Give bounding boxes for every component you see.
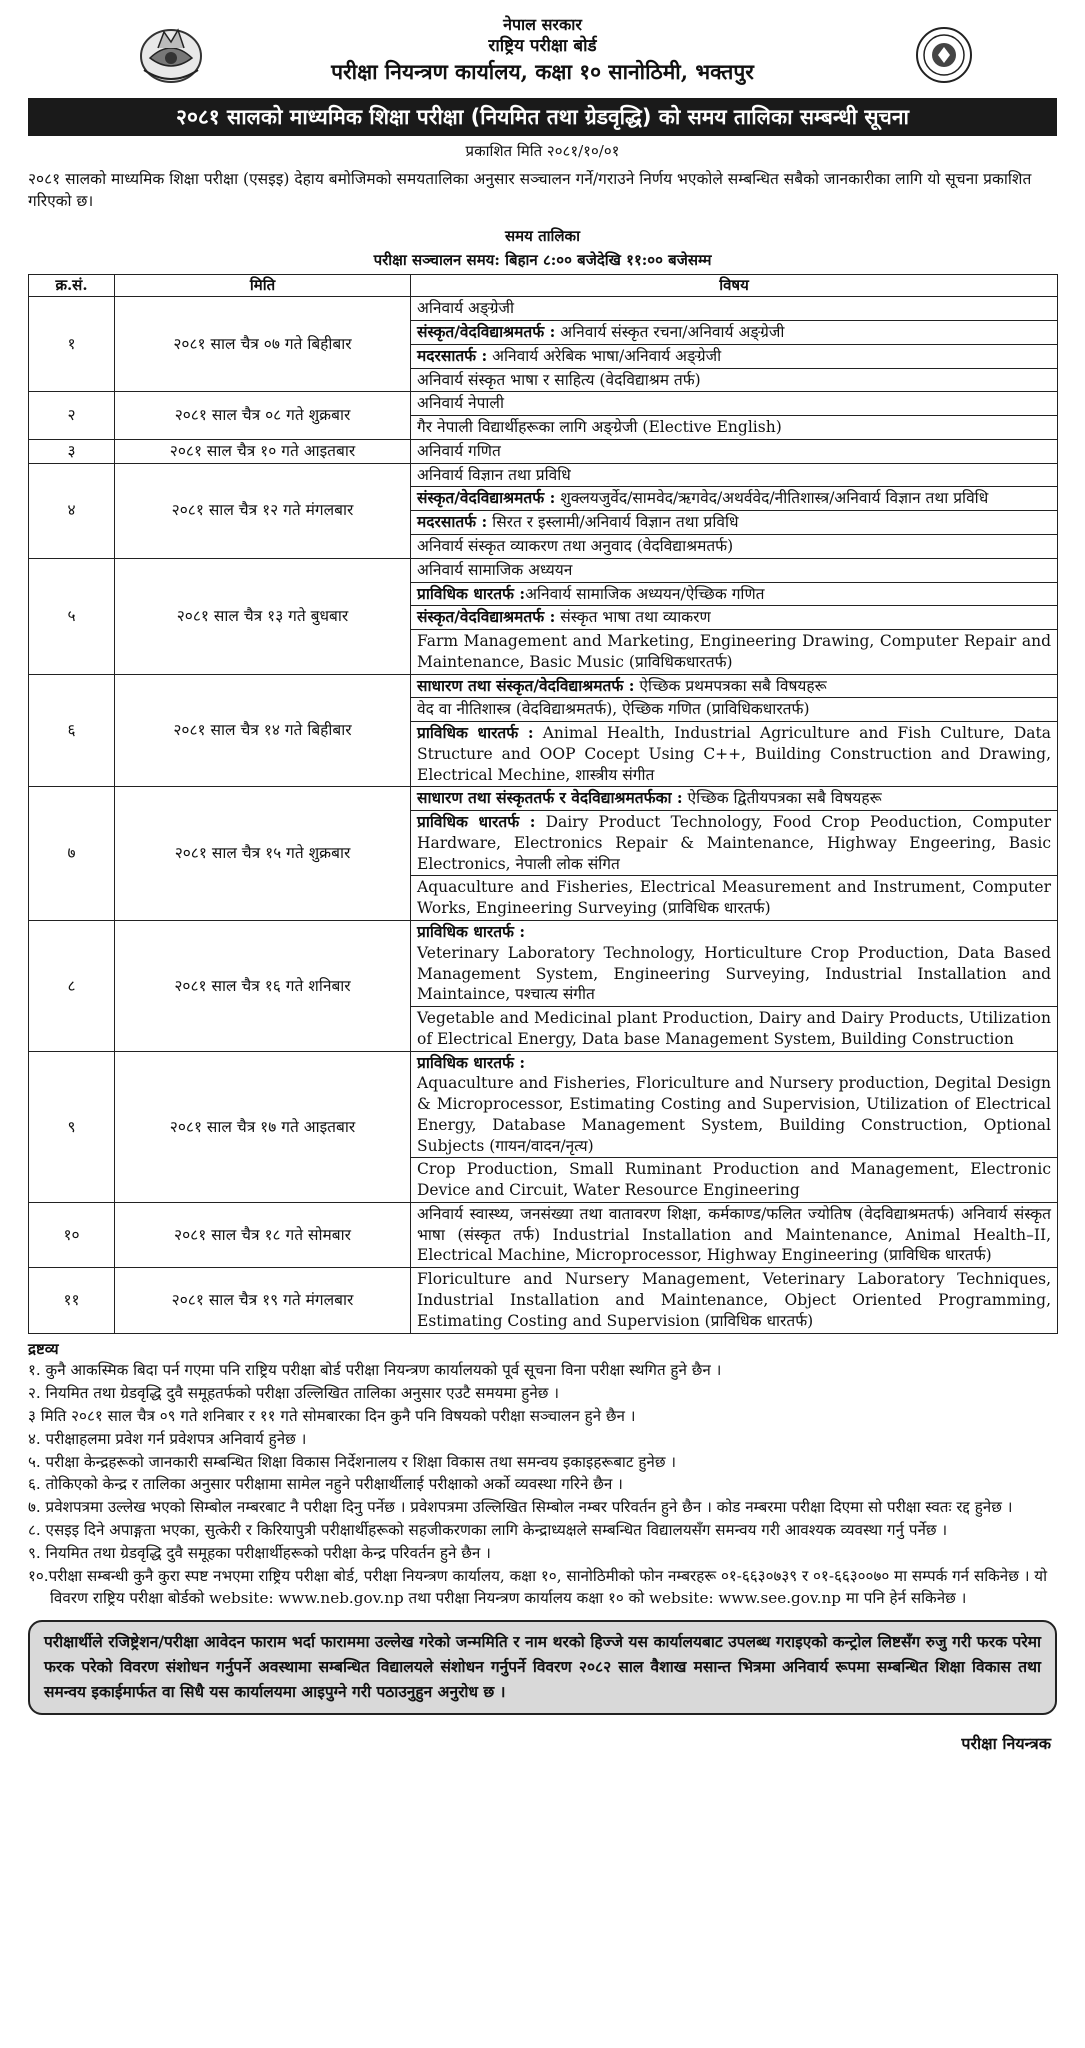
row-sn: १ <box>29 297 115 392</box>
subject-text: Veterinary Laboratory Technology, Horticulture Crop Production, Data Based Management System, Engineering Surveying, Industrial Installation and Maintaince, पश्चात्य संगीत <box>417 943 1051 1004</box>
table-row <box>29 392 1058 440</box>
subject-stream-label: संस्कृत/वेदविद्याश्रमतर्फ : <box>417 488 556 508</box>
subject-line <box>411 440 1057 463</box>
note-item: ४. परीक्षाहलमा प्रवेश गर्न प्रवेशपत्र अनिवार्य हुनेछ । <box>28 1429 307 1448</box>
office-name: परीक्षा नियन्त्रण कार्यालय, कक्षा १० सानोठिमी, भक्तपुर <box>331 58 754 84</box>
row-date: २०८१ साल चैत्र ०७ गते बिहीबार <box>115 297 411 392</box>
row-date: २०८१ साल चैत्र १० गते आइतबार <box>115 439 411 463</box>
note-item: ९. नियमित तथा ग्रेडवृद्धि दुवै समूहका परीक्षार्थीहरूको परीक्षा केन्द्र परिवर्तन हुने छैन । <box>28 1543 491 1562</box>
table-row <box>29 439 1058 463</box>
subject-text: Dairy Product Technology, Food Crop Peoduction, Computer Hardware, Electronics Repair & Maintenance, Highway Engeering, Basic Electronics, नेपाली लोक संगित <box>417 813 1051 873</box>
subject-line <box>411 464 1057 488</box>
subject-stream-label: संस्कृत/वेदविद्याश्रमतर्फ : <box>417 322 556 342</box>
subject-stream-label: साधारण तथा संस्कृततर्फ र वेदविद्याश्रमतर्फका : <box>417 788 683 808</box>
note-item: ३ मिति २०८१ साल चैत्र ०९ गते शनिबार र ११ गते सोमबारका दिन कुनै पनि विषयको परीक्षा सञ्चालन हुने छैन । <box>28 1406 636 1425</box>
important-notice-box: परीक्षार्थीले रजिष्ट्रेशन/परीक्षा आवेदन फाराम भर्दा फाराममा उल्लेख गरेको जन्ममिति र नाम थरको हिज्जे यस कार्यालयबाट उपलब्ध गराइएको कन्ट्रोल लिष्टसँग रुजु गरी फरक परेमा फरक परेको विवरण संशोधन गर्नुपर्ने अवस्थामा सम्बन्धित विद्यालयले संशोधन गर्नुपर्ने विवरण २०८२ साल वैशाख मसान्त भित्रमा अनिवार्य रूपमा सम्बन्धित शिक्षा विकास तथा समन्वय इकाईमार्फत वा सिधै यस कार्यालयमा आइपुग्ने गरी पठाउनुहुन अनुरोध छ । <box>28 1620 1057 1714</box>
subject-line <box>411 630 1057 674</box>
subject-text: शुक्लयजुर्वेद/सामवेद/ऋगवेद/अथर्ववेद/नीतिशास्त्र/अनिवार्य विज्ञान तथा प्रविधि <box>555 489 989 508</box>
table-row <box>29 558 1058 674</box>
row-sn: ८ <box>29 921 115 1052</box>
subject-stream-label: मदरसातर्फ : <box>417 512 488 532</box>
note-item: ७. प्रवेशपत्रमा उल्लेख भएको सिम्बोल नम्बरबाट नै परीक्षा दिनु पर्नेछ । प्रवेशपत्रमा उल्लिखित सिम्बोल नम्बर परिवर्तन हुने छैन । कोड नम्बरमा परीक्षा दिएमा सो परीक्षा स्वतः रद्द हुनेछ । <box>28 1498 1013 1517</box>
row-date: २०८१ साल चैत्र १४ गते बिहीबार <box>115 674 411 787</box>
timetable-title: समय तालिका <box>505 226 580 245</box>
notice-title: २०८१ सालको माध्यमिक शिक्षा परीक्षा (नियमित तथा ग्रेडवृद्धि) को समय तालिका सम्बन्धी सूचना <box>28 98 1057 136</box>
subject-line <box>411 811 1057 876</box>
nepal-emblem-icon <box>136 18 206 86</box>
subject-text: Crop Production, Small Ruminant Production and Management, Electronic Device and Circuit, Water Resource Engineering <box>417 1160 1051 1200</box>
header-sn: क्र.सं. <box>29 275 115 297</box>
subject-text: Animal Health, Industrial Agriculture and Fish Culture, Data Structure and OOP Cocept Using C++, Building Construction and Drawing, Electrical Mechine, शास्त्रीय संगीत <box>417 724 1051 784</box>
subject-text: अनिवार्य गणित <box>417 441 501 460</box>
subject-text: Vegetable and Medicinal plant Production, Dairy and Dairy Products, Utilization of Electrical Energy, Data base Management System, Building Construction <box>417 1009 1051 1048</box>
government-name: नेपाल सरकार <box>503 15 582 34</box>
row-subjects <box>411 1268 1058 1333</box>
subject-text: ऐच्छिक प्रथमपत्रका सबै विषयहरू <box>634 676 827 695</box>
notes-heading: द्रष्टव्य <box>28 1339 59 1358</box>
row-subjects <box>411 1051 1058 1202</box>
subject-text: अनिवार्य सामाजिक अध्ययन/ऐच्छिक गणित <box>525 584 765 603</box>
exam-time: परीक्षा सञ्चालन समय: बिहान ८:०० बजेदेखि ११:०० बजेसम्म <box>373 250 712 269</box>
subject-text: अनिवार्य अङ्ग्रेजी <box>417 299 514 318</box>
row-subjects <box>411 439 1058 463</box>
subject-line <box>411 583 1057 607</box>
published-date: प्रकाशित मिति २०८१/१०/०१ <box>465 142 620 160</box>
board-name: राष्ट्रिय परीक्षा बोर्ड <box>488 36 597 57</box>
row-date: २०८१ साल चैत्र ०८ गते शुक्रबार <box>115 392 411 440</box>
row-date: २०८१ साल चैत्र १९ गते मंगलबार <box>115 1268 411 1333</box>
subject-line <box>411 876 1057 920</box>
subject-line <box>411 1158 1057 1202</box>
subject-line <box>411 559 1057 583</box>
subject-text: अनिवार्य विज्ञान तथा प्रविधि <box>417 465 571 484</box>
subject-stream-label: प्राविधिक धारतर्फ : <box>417 1052 526 1072</box>
row-sn: ७ <box>29 787 115 921</box>
note-item: ८. एसइइ दिने अपाङ्गता भएका, सुत्केरी र किरियापुत्री परीक्षार्थीहरूको सहजीकरणका लागि केन्द्राध्यक्षले सम्बन्धित विद्यालयसँग समन्वय गरी आवश्यक व्यवस्था गर्नु पर्नेछ । <box>28 1520 948 1539</box>
table-row <box>29 674 1058 787</box>
table-row <box>29 787 1058 921</box>
note-item: ५. परीक्षा केन्द्रहरूको जानकारी सम्बन्धित शिक्षा विकास निर्देशनालय र शिक्षा विकास तथा समन्वय इकाइहरूबाट हुनेछ । <box>28 1452 677 1471</box>
neb-seal-icon <box>915 26 973 84</box>
intro-paragraph: २०८१ सालको माध्यमिक शिक्षा परीक्षा (एसइइ) देहाय बमोजिमको समयतालिका अनुसार सञ्चालन गर्ने/गराउने निर्णय भएकोले सम्बन्धित सबैको जानकारीका लागि यो सूचना प्रकाशित गरिएको छ। <box>28 169 1032 211</box>
subject-stream-label: साधारण तथा संस्कृत/वेदविद्याश्रमतर्फ : <box>417 675 635 695</box>
subject-line <box>411 675 1057 699</box>
subject-line <box>411 487 1057 511</box>
header-subject: विषय <box>411 275 1058 297</box>
row-sn: ९ <box>29 1051 115 1202</box>
subject-line <box>411 345 1057 369</box>
table-row <box>29 463 1058 558</box>
row-subjects <box>411 787 1058 921</box>
subject-text: अनिवार्य सामाजिक अध्ययन <box>417 560 573 579</box>
subject-line <box>411 535 1057 558</box>
header-date: मिति <box>115 275 411 297</box>
table-row <box>29 1202 1058 1267</box>
table-row <box>29 297 1058 392</box>
subject-stream-label: प्राविधिक धारतर्फ : <box>417 723 534 743</box>
subject-line <box>411 1268 1057 1332</box>
subject-line <box>411 1052 1057 1159</box>
row-date: २०८१ साल चैत्र १८ गते सोमबार <box>115 1202 411 1267</box>
row-subjects <box>411 558 1058 674</box>
row-subjects <box>411 392 1058 440</box>
subject-line <box>411 416 1057 439</box>
subject-text: Aquaculture and Fisheries, Floriculture and Nursery production, Degital Design & Microprocessor, Estimating Costing and Supervision, Utilization of Electrical Energy, Database Management System, Building Construction, Optional Subjects (गायन/वादन/नृत्य) <box>417 1074 1051 1155</box>
subject-stream-label: मदरसातर्फ : <box>417 345 488 365</box>
subject-stream-label: संस्कृत/वेदविद्याश्रमतर्फ : <box>417 607 556 627</box>
notes-list <box>28 1359 1057 1610</box>
row-subjects <box>411 463 1058 558</box>
row-sn: ४ <box>29 463 115 558</box>
subject-text: अनिवार्य अरेबिक भाषा/अनिवार्य अङ्ग्रेजी <box>487 346 722 365</box>
subject-line <box>411 787 1057 811</box>
subject-text: अनिवार्य नेपाली <box>417 394 504 413</box>
subject-line <box>411 698 1057 722</box>
subject-text: Aquaculture and Fisheries, Electrical Measurement and Instrument, Computer Works, Engineering Surveying (प्राविधिक धारतर्फ) <box>417 878 1051 918</box>
row-subjects <box>411 921 1058 1052</box>
schedule-table <box>28 274 1058 1333</box>
row-subjects <box>411 1202 1058 1267</box>
subject-text: अनिवार्य संस्कृत भाषा र साहित्य (वेदविद्याश्रम तर्फ) <box>417 370 701 389</box>
subject-text: वेद वा नीतिशास्त्र (वेदविद्याश्रमतर्फ), ऐच्छिक गणित (प्राविधिकधारतर्फ) <box>417 700 810 719</box>
row-sn: २ <box>29 392 115 440</box>
subject-text: गैर नेपाली विद्यार्थीहरूका लागि अङ्ग्रेजी (Elective English) <box>417 418 782 437</box>
note-item: १. कुनै आकस्मिक बिदा पर्न गएमा पनि राष्ट्रिय परीक्षा बोर्ड परीक्षा नियन्त्रण कार्यालयको पूर्व सूचना विना परीक्षा स्थगित हुने छैन । <box>28 1361 722 1380</box>
subject-text: Floriculture and Nursery Management, Veterinary Laboratory Techniques, Industrial Installation and Maintenance, Object Oriented Programming, Estimating Costing and Supervision (प्राविधिक धारतर्फ) <box>417 1270 1051 1330</box>
subject-stream-label: प्राविधिक धारतर्फ : <box>417 812 536 832</box>
signature: परीक्षा नियन्त्रक <box>961 1733 1051 1753</box>
row-date: २०८१ साल चैत्र १७ गते आइतबार <box>115 1051 411 1202</box>
subject-line <box>411 1203 1057 1267</box>
row-date: २०८१ साल चैत्र १२ गते मंगलबार <box>115 463 411 558</box>
table-row <box>29 1268 1058 1333</box>
subject-line <box>411 511 1057 535</box>
subject-text: Farm Management and Marketing, Engineering Drawing, Computer Repair and Maintenance, Basic Music (प्राविधिकधारतर्फ) <box>417 632 1051 671</box>
row-sn: ३ <box>29 439 115 463</box>
row-sn: ११ <box>29 1268 115 1333</box>
note-item: २. नियमित तथा ग्रेडवृद्धि दुवै समूहतर्फको परीक्षा उल्लिखित तालिका अनुसार एउटै समयमा हुनेछ । <box>28 1384 560 1403</box>
subject-line <box>411 921 1057 1007</box>
subject-line <box>411 1007 1057 1051</box>
header <box>28 0 1057 98</box>
row-sn: १० <box>29 1202 115 1267</box>
row-subjects <box>411 297 1058 392</box>
subject-text: अनिवार्य संस्कृत रचना/अनिवार्य अङ्ग्रेजी <box>555 323 785 342</box>
row-date: २०८१ साल चैत्र १५ गते शुक्रबार <box>115 787 411 921</box>
subject-line <box>411 722 1057 786</box>
row-sn: ६ <box>29 674 115 787</box>
subject-line <box>411 321 1057 345</box>
note-item: ६. तोकिएको केन्द्र र तालिका अनुसार परीक्षामा सामेल नहुने परीक्षार्थीलाई परीक्षाको अर्को व्यवस्था गरिने छैन । <box>28 1475 623 1494</box>
subject-text: सिरत र इस्लामी/अनिवार्य विज्ञान तथा प्रविधि <box>487 513 739 532</box>
subject-stream-label: प्राविधिक धारतर्फ : <box>417 583 526 603</box>
row-date: २०८१ साल चैत्र १६ गते शनिबार <box>115 921 411 1052</box>
row-date: २०८१ साल चैत्र १३ गते बुधबार <box>115 558 411 674</box>
table-row <box>29 921 1058 1052</box>
table-header-row <box>29 275 1058 297</box>
subject-line <box>411 369 1057 392</box>
subject-text: ऐच्छिक द्वितीयपत्रका सबै विषयहरू <box>682 789 882 808</box>
table-row <box>29 1051 1058 1202</box>
row-subjects <box>411 674 1058 787</box>
subject-stream-label: प्राविधिक धारतर्फ : <box>417 922 526 941</box>
subject-line <box>411 297 1057 321</box>
subject-text: अनिवार्य स्वास्थ्य, जनसंख्या तथा वातावरण शिक्षा, कर्मकाण्ड/फलित ज्योतिष (वेदविद्याश्रमतर्फ) अनिवार्य संस्कृत भाषा (संस्कृत तर्फ) Industrial Installation and Maintenance, Animal Health–II, Electrical Machine, Microprocessor, Highway Engineering (प्राविधिक धारतर्फ) <box>417 1204 1051 1265</box>
subject-line <box>411 392 1057 416</box>
row-sn: ५ <box>29 558 115 674</box>
subject-text: अनिवार्य संस्कृत व्याकरण तथा अनुवाद (वेदविद्याश्रमतर्फ) <box>417 536 734 555</box>
subject-text: संस्कृत भाषा तथा व्याकरण <box>555 608 711 627</box>
subject-line <box>411 606 1057 630</box>
note-item: १०.परीक्षा सम्बन्धी कुनै कुरा स्पष्ट नभएमा राष्ट्रिय परीक्षा बोर्ड, परीक्षा नियन्त्रण कार्यालय, कक्षा १०, सानोठिमीको फोन नम्बरहरू ०१-६६३०७३९ र ०१-६६३००७० मा सम्पर्क गर्न सकिनेछ । यो विवरण राष्ट्रिय परीक्षा बोर्डको website: www.neb.gov.np तथा परीक्षा नियन्त्रण कार्यालय कक्षा १० को website: www.see.gov.np मा पनि हेर्न सकिनेछ । <box>28 1566 1048 1608</box>
